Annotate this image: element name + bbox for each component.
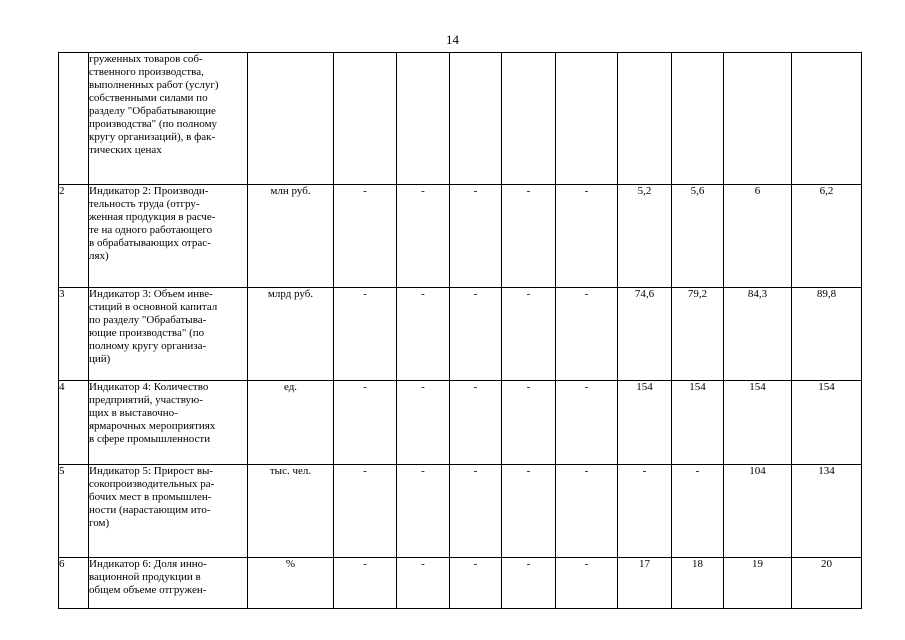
indicator-name-cell: [89, 381, 248, 465]
table-row: [59, 558, 862, 609]
table-row: [59, 185, 862, 288]
indicator-name-line: тических ценах: [89, 144, 162, 156]
value-cell: -: [397, 288, 450, 381]
indicator-name-line: ющие производства" (по: [89, 327, 205, 339]
value-cell: -: [450, 558, 502, 609]
indicator-name-line: Индикатор 4: Количество: [89, 381, 209, 393]
value-cell: 6: [724, 185, 792, 288]
indicator-name-line: предприятий, участвую-: [89, 394, 203, 406]
table-row: [59, 53, 862, 185]
indicator-name-line: груженных товаров соб-: [89, 53, 203, 65]
unit-cell: ед.: [248, 381, 334, 465]
value-cell: 154: [792, 381, 862, 465]
indicator-name-line: общем объеме отгружен-: [89, 584, 207, 596]
value-cell: -: [502, 558, 556, 609]
indicator-name-line: ственного производства,: [89, 66, 204, 78]
indicator-name-line: по разделу "Обрабатыва-: [89, 314, 207, 326]
value-cell: -: [334, 465, 397, 558]
value-cell: -: [397, 558, 450, 609]
unit-cell: [248, 53, 334, 185]
value-cell: -: [334, 381, 397, 465]
indicator-name-line: ности (нарастающим ито-: [89, 504, 211, 516]
value-cell: [556, 53, 618, 185]
indicator-name-cell: [89, 288, 248, 381]
value-cell: [672, 53, 724, 185]
value-cell: 5,2: [618, 185, 672, 288]
value-cell: 17: [618, 558, 672, 609]
value-cell: -: [556, 465, 618, 558]
value-cell: -: [556, 185, 618, 288]
value-cell: 154: [618, 381, 672, 465]
value-cell: 134: [792, 465, 862, 558]
indicator-name-line: щих в выставочно-: [89, 407, 178, 419]
value-cell: [334, 53, 397, 185]
value-cell: -: [502, 381, 556, 465]
unit-cell: млрд руб.: [248, 288, 334, 381]
indicator-name-line: выполненных работ (услуг): [89, 79, 219, 91]
value-cell: -: [502, 288, 556, 381]
value-cell: -: [556, 381, 618, 465]
row-number-cell: 2: [59, 185, 89, 288]
indicator-name-line: в обрабатывающих отрас-: [89, 237, 211, 249]
indicator-name-line: ций): [89, 353, 111, 365]
indicator-name-line: производства" (по полному: [89, 118, 218, 130]
value-cell: -: [556, 558, 618, 609]
value-cell: [502, 53, 556, 185]
value-cell: [792, 53, 862, 185]
table-row: [59, 288, 862, 381]
indicator-name-line: гом): [89, 517, 110, 529]
value-cell: [450, 53, 502, 185]
indicator-name-line: Индикатор 3: Объем инве-: [89, 288, 213, 300]
value-cell: 154: [724, 381, 792, 465]
value-cell: [397, 53, 450, 185]
unit-cell: тыс. чел.: [248, 465, 334, 558]
value-cell: [724, 53, 792, 185]
indicator-name-line: собственными силами по: [89, 92, 208, 104]
unit-cell: млн руб.: [248, 185, 334, 288]
value-cell: 104: [724, 465, 792, 558]
indicator-name-line: полному кругу организа-: [89, 340, 207, 352]
indicator-name-line: кругу организаций), в фак-: [89, 131, 216, 143]
row-number-cell: 6: [59, 558, 89, 609]
indicator-name-cell: [89, 558, 248, 609]
value-cell: 20: [792, 558, 862, 609]
indicator-name-line: сокопроизводительных ра-: [89, 478, 215, 490]
indicator-name-line: Индикатор 5: Прирост вы-: [89, 465, 214, 477]
value-cell: -: [450, 465, 502, 558]
value-cell: -: [397, 381, 450, 465]
unit-cell: %: [248, 558, 334, 609]
value-cell: -: [556, 288, 618, 381]
value-cell: -: [502, 465, 556, 558]
value-cell: -: [450, 185, 502, 288]
value-cell: -: [397, 185, 450, 288]
value-cell: -: [334, 558, 397, 609]
value-cell: -: [618, 465, 672, 558]
table-row: [59, 381, 862, 465]
page-number: 14: [446, 32, 459, 47]
indicator-name-line: ярмарочных мероприятиях: [89, 420, 216, 432]
indicator-name-line: стиций в основной капитал: [89, 301, 218, 313]
value-cell: -: [397, 465, 450, 558]
indicator-name-line: разделу "Обрабатывающие: [89, 105, 216, 117]
indicator-name-line: бочих мест в промышлен-: [89, 491, 212, 503]
indicators-table: [58, 52, 862, 609]
indicator-name-line: те на одного работающего: [89, 224, 213, 236]
row-number-cell: 3: [59, 288, 89, 381]
value-cell: 89,8: [792, 288, 862, 381]
value-cell: -: [672, 465, 724, 558]
value-cell: -: [334, 288, 397, 381]
value-cell: 5,6: [672, 185, 724, 288]
indicator-name-line: лях): [89, 250, 109, 262]
value-cell: 74,6: [618, 288, 672, 381]
value-cell: [618, 53, 672, 185]
value-cell: 18: [672, 558, 724, 609]
value-cell: 79,2: [672, 288, 724, 381]
indicator-name-cell: [89, 53, 248, 185]
value-cell: -: [450, 288, 502, 381]
indicator-name-line: в сфере промышленности: [89, 433, 211, 445]
value-cell: -: [334, 185, 397, 288]
value-cell: 84,3: [724, 288, 792, 381]
value-cell: 6,2: [792, 185, 862, 288]
value-cell: -: [502, 185, 556, 288]
indicator-name-line: Индикатор 2: Производи-: [89, 185, 209, 197]
indicator-name-line: женная продукция в расче-: [89, 211, 216, 223]
table-row: [59, 465, 862, 558]
indicator-name-cell: [89, 465, 248, 558]
value-cell: 19: [724, 558, 792, 609]
indicator-name-line: вационной продукции в: [89, 571, 201, 583]
indicator-name-line: тельность труда (отгру-: [89, 198, 200, 210]
row-number-cell: 5: [59, 465, 89, 558]
indicator-name-cell: [89, 185, 248, 288]
value-cell: -: [450, 381, 502, 465]
row-number-cell: [59, 53, 89, 185]
row-number-cell: 4: [59, 381, 89, 465]
indicator-name-line: Индикатор 6: Доля инно-: [89, 558, 207, 570]
value-cell: 154: [672, 381, 724, 465]
